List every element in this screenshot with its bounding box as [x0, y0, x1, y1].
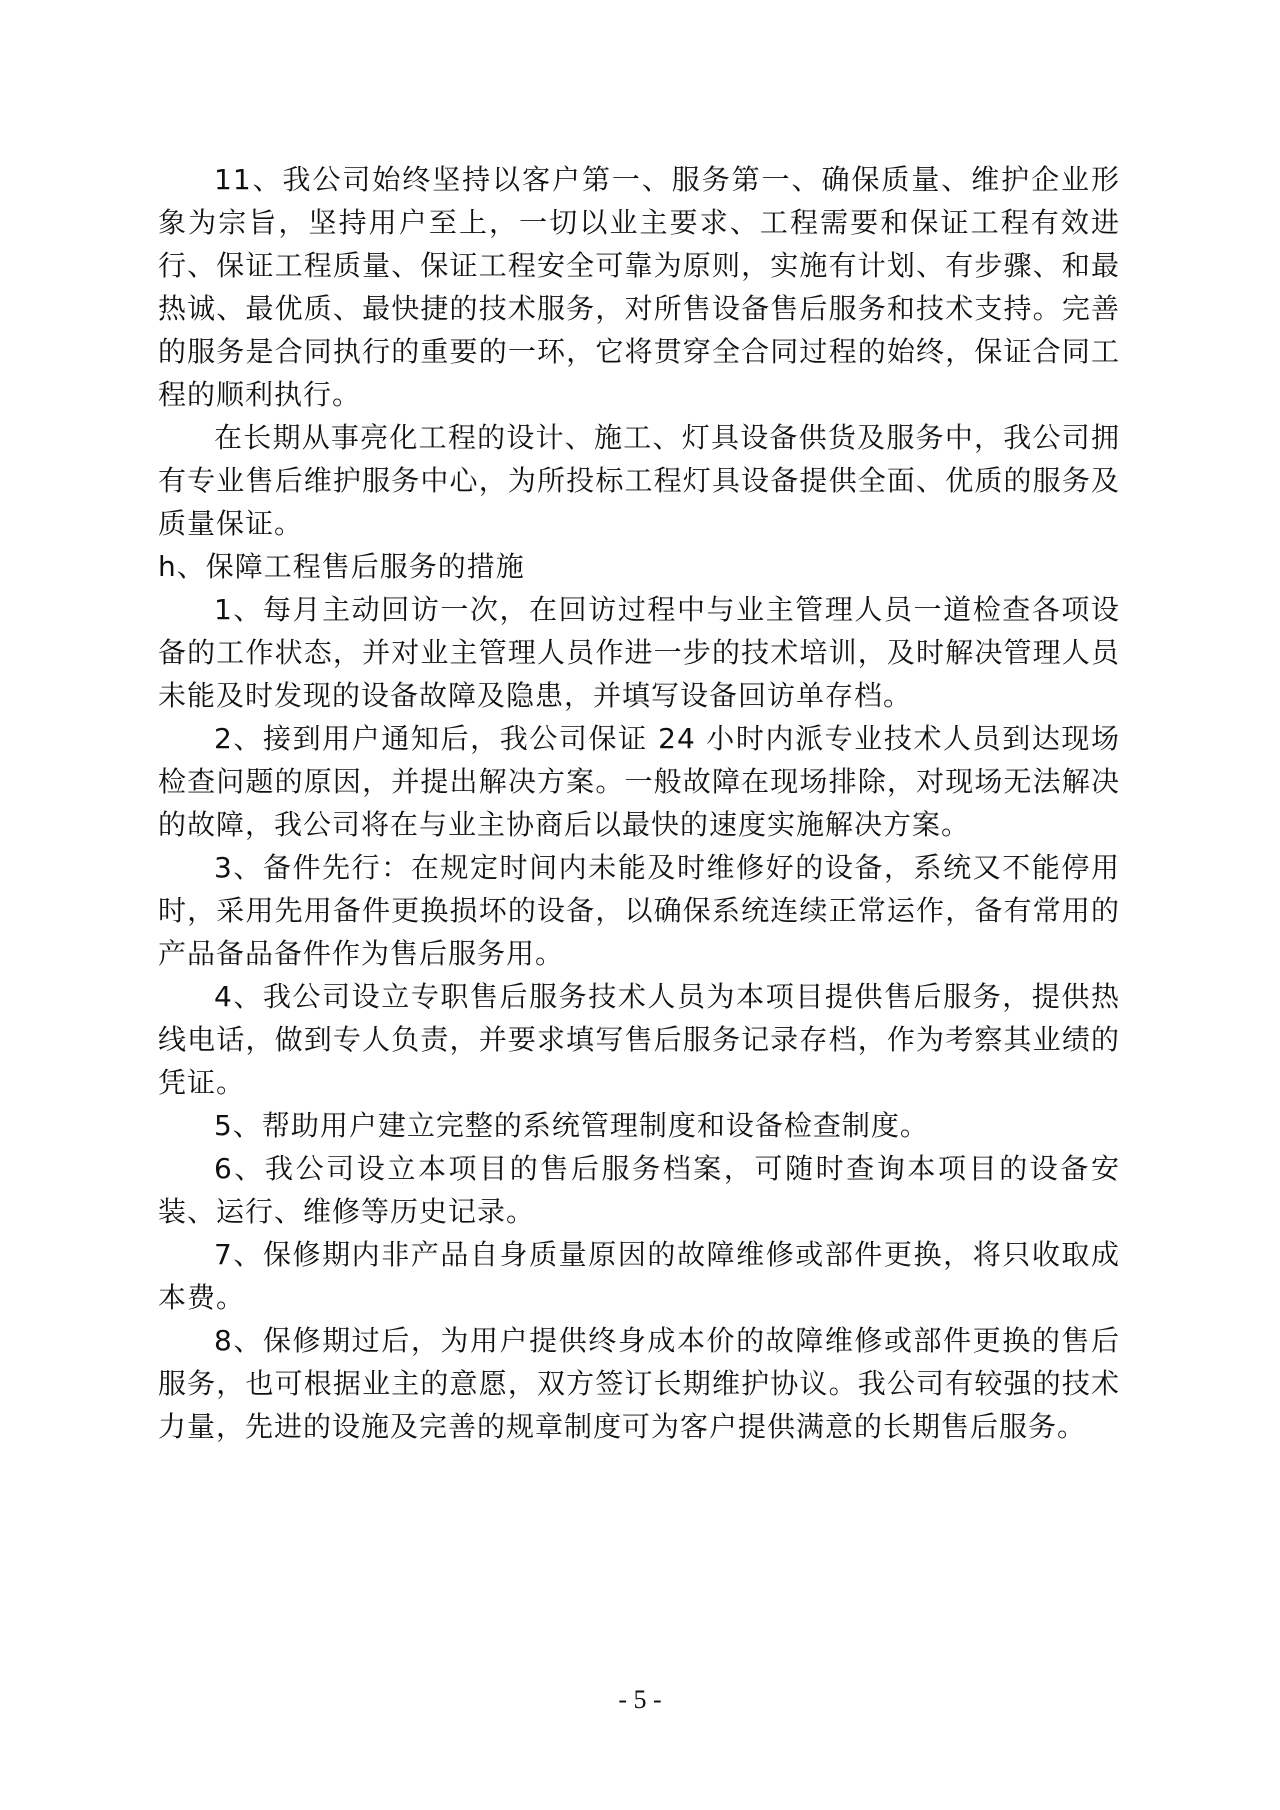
measure-item-3: 3、备件先行：在规定时间内未能及时维修好的设备，系统又不能停用时，采用先用备件更换损坏的设备，以确保系统连续正常运作，备有常用的产品备品备件作为售后服务用。 [158, 851, 1120, 970]
measure-item-2: 2、接到用户通知后，我公司保证 24 小时内派专业技术人员到达现场检查问题的原因，并提出解决方案。一般故障在现场排除，对现场无法解决的故障，我公司将在与业主协商后以最快的速度实施解决方案。 [158, 722, 1120, 841]
section-heading-h: h、保障工程售后服务的措施 [158, 550, 525, 583]
measure-item-8: 8、保修期过后，为用户提供终身成本价的故障维修或部件更换的售后服务，也可根据业主的意愿，双方签订长期维护协议。我公司有较强的技术力量，先进的设施及完善的规章制度可为客户提供满意的长期售后服务。 [158, 1324, 1120, 1443]
measure-item-4: 4、我公司设立专职售后服务技术人员为本项目提供售后服务，提供热线电话，做到专人负责，并要求填写售后服务记录存档，作为考察其业绩的凭证。 [158, 980, 1120, 1099]
paragraph-lighting-service-intro: 在长期从事亮化工程的设计、施工、灯具设备供货及服务中，我公司拥有专业售后维护服务中心，为所投标工程灯具设备提供全面、优质的服务及质量保证。 [158, 421, 1120, 540]
page-number: - 5 - [618, 1685, 662, 1714]
document-body [158, 158, 1120, 1448]
paragraph-item-11: 11、我公司始终坚持以客户第一、服务第一、确保质量、维护企业形象为宗旨，坚持用户至上，一切以业主要求、工程需要和保证工程有效进行、保证工程质量、保证工程安全可靠为原则，实施有计划、有步骤、和最热诚、最优质、最快捷的技术服务，对所售设备售后服务和技术支持。完善的服务是合同执行的重要的一环，它将贯穿全合同过程的始终，保证合同工程的顺利执行。 [158, 163, 1120, 411]
measure-item-5: 5、帮助用户建立完整的系统管理制度和设备检查制度。 [214, 1109, 929, 1142]
measure-item-1: 1、每月主动回访一次，在回访过程中与业主管理人员一道检查各项设备的工作状态，并对业主管理人员作进一步的技术培训，及时解决管理人员未能及时发现的设备故障及隐患，并填写设备回访单存档。 [158, 593, 1120, 712]
measure-item-6: 6、我公司设立本项目的售后服务档案，可随时查询本项目的设备安装、运行、维修等历史记录。 [158, 1152, 1120, 1228]
measure-item-7: 7、保修期内非产品自身质量原因的故障维修或部件更换，将只收取成本费。 [158, 1238, 1120, 1314]
